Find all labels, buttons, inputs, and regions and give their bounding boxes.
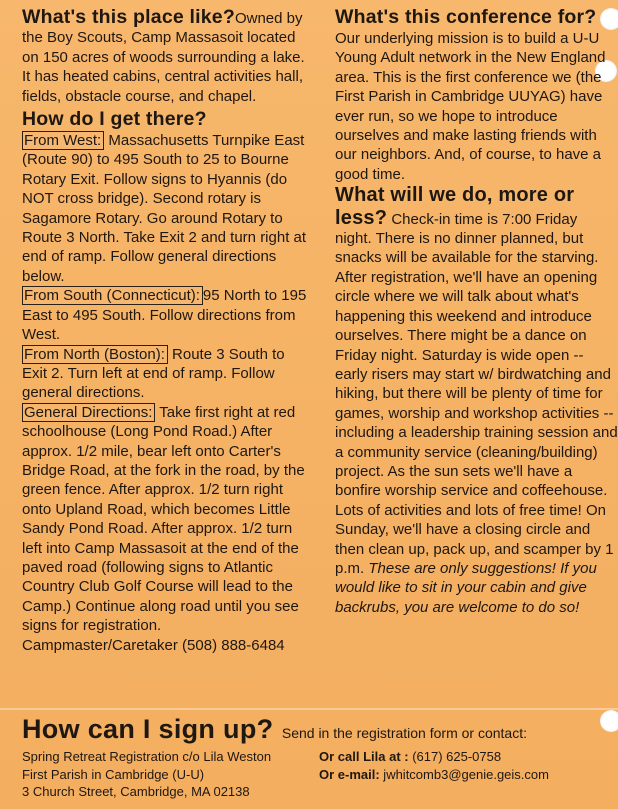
north-text: Route 3 South to Exit 2. Turn left at end of ramp. Follow general directions. [22,345,285,402]
email-address: jwhitcomb3@genie.geis.com [379,766,549,782]
general-label: General Directions: [22,403,155,422]
mailing-address [22,748,271,801]
west-directions [22,131,312,286]
general-directions [22,403,312,636]
address-line-2: First Parish in Cambridge (U-U) [22,766,205,782]
place-heading: What's this place like? [22,6,235,28]
left-column [22,6,312,655]
signup-section [22,713,618,745]
do-heading: What will we do, more or less? [335,184,575,229]
south-directions [22,286,312,344]
caretaker-phone: Campmaster/Caretaker (508) 888-6484 [22,636,285,654]
do-italic-note: These are only suggestions! If you would like to sit in your cabin and give backrubs, you are welcome to do so! [335,559,597,616]
general-text: Take first right at red schoolhouse (Long Pond Road.) After approx. 1/2 mile, bear left onto Carter's Bridge Road, at the fork in the road, by the green fence. After approx. 1/2 turn right onto Upland Road, which becomes Little Sandy Pond Road. After approx. 1/2 turn left into Camp Massasoit at the end of the paved road (following signs to Atlantic Country Club Golf Course will lead to the Camp.) Continue along road until you see signs for registration. [22,403,305,635]
conference-text: Our underlying mission is to build a U-U Young Adult network in the New England area. This is the first conference we (the First Parish in Cambridge UUYAG) have ever run, so we hope to introduce ourselves and make lasting friends with our neighbors. And, of course, to have a good time. [335,30,606,183]
get-there-heading: How do I get there? [22,108,207,131]
address-line-1: Spring Retreat Registration c/o Lila Weston [22,749,272,764]
address-line-3: 3 Church Street, Cambridge, MA 02138 [22,784,250,799]
conference-heading: What's this conference for? [335,6,597,28]
right-column [335,6,618,617]
signup-subtitle: Send in the registration form or contact: [281,725,527,741]
north-label: From North (Boston): [22,345,168,364]
west-text: Massachusetts Turnpike East (Route 90) to 495 South to 25 to Bourne Rotary Exit. Follow signs to Hyannis (do NOT cross bridge). Second rotary is Sagamore Rotary. Go around Rotary to Route 3 North. Take Exit 2 and turn right at end of ramp. Follow general directions below. [22,132,307,285]
south-label: From South (Connecticut): [22,286,203,305]
place-text: Owned by the Boy Scouts, Camp Massasoit located on 150 acres of woods surrounding a lake. It has heated cabins, central activities hall, fields, obstacle course, and chapel. [22,10,305,105]
email-label: Or e-mail: [319,766,380,782]
email-line [319,766,549,784]
south-text: 95 North to 195 East to 495 South. Follow directions from West. [22,287,307,344]
signup-title: How can I sign up? [22,714,274,744]
contact-info [319,748,549,783]
phone-number: (617) 625-0758 [408,749,502,764]
call-label: Or call Lila at : [319,749,409,764]
west-label: From West: [22,131,104,150]
north-directions [22,345,312,403]
phone-line [319,748,549,766]
fold-line [0,708,618,710]
do-text: Check-in time is 7:00 Friday night. There is no dinner planned, but snacks will be available for the starving. After registration, we'll have an opening circle where we will talk about what's happening this weekend and introduce ourselves. There might be a dance on Friday night. Saturday is wide open -- early risers may start w/ birdwatching and hiking, but there will be plenty of time for games, worship and workshop activities -- including a leadership training session and a community service (cleaning/building) project. As the sun sets we'll have a bonfire worship service and coffeehouse. Lots of activities and lots of free time! On Sunday, we'll have a closing circle and then clean up, pack up, and scamper by 1 p.m. [335,210,618,577]
